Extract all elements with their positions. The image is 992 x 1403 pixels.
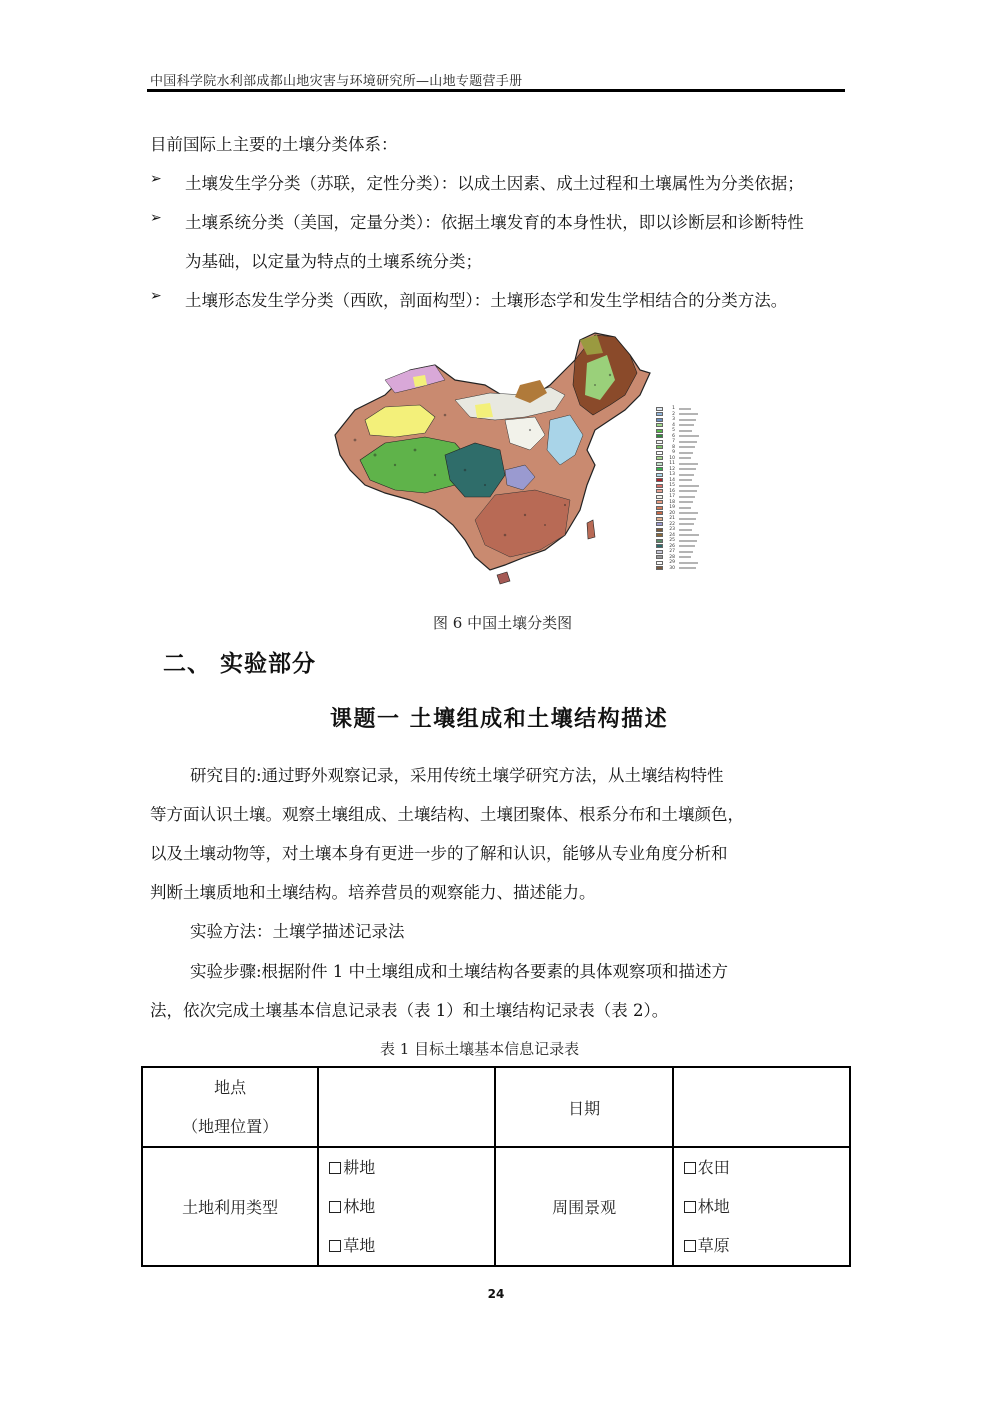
landuse-label: 土地利用类型: [182, 1198, 279, 1217]
method-line: 实验方法：土壤学描述记录法: [190, 922, 405, 941]
legend-label-illegible: [679, 556, 691, 558]
legend-swatch: [656, 500, 663, 504]
legend-swatch: [656, 566, 663, 570]
legend-label-illegible: [679, 468, 696, 470]
legend-label-illegible: [679, 408, 691, 410]
bullet-text: 土壤形态发生学分类（西欧，剖面构型）：土壤形态学和发生学相结合的分类方法。: [185, 291, 788, 310]
legend-label-illegible: [679, 523, 694, 525]
table-row: [142, 1067, 850, 1147]
option-label: 农田: [697, 1158, 730, 1177]
landscape-option[interactable]: [674, 1148, 849, 1187]
legend-swatch: [656, 473, 663, 477]
landscape-option[interactable]: [674, 1187, 849, 1226]
steps-line: 法，依次完成土壤基本信息记录表（表 1）和土壤结构记录表（表 2）。: [150, 1001, 669, 1020]
section-heading: 二、 实验部分: [163, 650, 317, 677]
legend-number: 13: [669, 472, 675, 478]
option-label: 草地: [343, 1236, 376, 1255]
legend-swatch: [656, 489, 663, 493]
legend-number: 21: [669, 516, 675, 522]
checkbox-icon[interactable]: [329, 1201, 341, 1213]
legend-swatch: [656, 528, 663, 532]
purpose-line: 研究目的:通过野外观察记录，采用传统土壤学研究方法，从土壤结构特性: [190, 766, 724, 785]
landuse-option[interactable]: [319, 1187, 494, 1226]
bullet-arrow-icon: ➢: [150, 171, 162, 187]
legend-number: 28: [669, 554, 675, 560]
legend-label-illegible: [679, 496, 695, 498]
landuse-option[interactable]: [319, 1148, 494, 1187]
option-label: 耕地: [343, 1158, 376, 1177]
legend-number: 8: [672, 444, 675, 450]
legend-swatch: [656, 423, 663, 427]
legend-number: 14: [669, 477, 675, 483]
legend-swatch: [656, 440, 663, 444]
legend-number: 7: [672, 439, 675, 445]
legend-swatch: [656, 412, 663, 416]
intro-lead: 目前国际上主要的土壤分类体系：: [150, 135, 398, 154]
legend-swatch: [656, 506, 663, 510]
legend-swatch: [656, 533, 663, 537]
legend-swatch: [656, 467, 663, 471]
legend-label-illegible: [679, 490, 697, 492]
table-row: [142, 1147, 850, 1266]
legend-number: 9: [672, 450, 675, 456]
legend-label-illegible: [679, 512, 698, 514]
purpose-line: 判断土壤质地和土壤结构。培养营员的观察能力、描述能力。: [150, 883, 596, 902]
legend-number: 26: [669, 543, 675, 549]
page-number: 24: [487, 1287, 505, 1301]
legend-number: 15: [669, 483, 675, 489]
legend-label-illegible: [679, 485, 699, 487]
legend-swatch: [656, 544, 663, 548]
landscape-option[interactable]: [674, 1226, 849, 1265]
bullet-text: 土壤发生学分类（苏联，定性分类）：以成土因素、成土过程和土壤属性为分类依据；: [185, 174, 804, 193]
legend-number: 22: [669, 521, 675, 527]
location-label-cell: [142, 1067, 318, 1147]
date-value-cell[interactable]: [673, 1067, 850, 1147]
legend-label-illegible: [679, 545, 695, 547]
checkbox-icon[interactable]: [684, 1162, 696, 1174]
legend-label-illegible: [679, 551, 693, 553]
legend-label-illegible: [679, 479, 692, 481]
landuse-option[interactable]: [319, 1226, 494, 1265]
legend-number: 19: [669, 505, 675, 511]
soil-info-table: [141, 1066, 851, 1267]
legend-number: 4: [672, 422, 675, 428]
legend-swatch: [656, 407, 663, 411]
purpose-line: 以及土壤动物等，对土壤本身有更进一步的了解和认识，能够从专业角度分析和: [150, 844, 728, 863]
legend-label-illegible: [679, 562, 698, 564]
landuse-options-cell: [318, 1147, 495, 1266]
checkbox-icon[interactable]: [329, 1240, 341, 1252]
legend-label-illegible: [679, 529, 692, 531]
legend-label-illegible: [679, 518, 696, 520]
table-caption: 表 1 目标土壤基本信息记录表: [380, 1040, 580, 1058]
bullet-text: 土壤系统分类（美国，定量分类）：依据土壤发育的本身性状，即以诊断层和诊断特性: [185, 213, 804, 232]
legend-label-illegible: [679, 534, 699, 536]
map-image: [325, 325, 705, 595]
legend-number: 16: [669, 488, 675, 494]
legend-number: 17: [669, 494, 675, 500]
legend-swatch: [656, 462, 663, 466]
legend-label-illegible: [679, 413, 698, 415]
legend-label-illegible: [679, 501, 693, 503]
legend-swatch: [656, 451, 663, 455]
location-sublabel: （地理位置）: [182, 1117, 279, 1136]
running-header: 中国科学院水利部成都山地灾害与环境研究所—山地专题营手册: [150, 74, 523, 89]
landscape-label-cell: [495, 1147, 672, 1266]
figure-caption: 图 6 中国土壤分类图: [433, 614, 573, 632]
legend-swatch: [656, 434, 663, 438]
legend-swatch: [656, 511, 663, 515]
legend-label-illegible: [679, 457, 691, 459]
china-soil-map: [325, 325, 705, 595]
topic-title: 课题一 土壤组成和土壤结构描述: [330, 706, 669, 732]
legend-number: 6: [672, 433, 675, 439]
legend-number: 30: [669, 565, 675, 571]
header-rule: [147, 89, 845, 92]
legend-number: 5: [672, 428, 675, 434]
landscape-options-cell: [673, 1147, 850, 1266]
bullet-arrow-icon: ➢: [150, 210, 162, 226]
legend-label-illegible: [679, 567, 696, 569]
legend-number: 18: [669, 499, 675, 505]
legend-swatch: [656, 445, 663, 449]
legend-number: 23: [669, 527, 675, 533]
bullet-arrow-icon: ➢: [150, 288, 162, 304]
legend-swatch: [656, 522, 663, 526]
legend-number: 12: [669, 466, 675, 472]
legend-label-illegible: [679, 446, 695, 448]
legend-swatch: [656, 418, 663, 422]
map-legend: [656, 406, 708, 571]
legend-label-illegible: [679, 430, 692, 432]
option-label: 草原: [697, 1236, 730, 1255]
bullet-text-continued: 为基础，以定量为特点的土壤系统分类；: [185, 252, 482, 271]
legend-number: 11: [669, 461, 675, 467]
legend-label-illegible: [679, 463, 698, 465]
legend-entry: [656, 566, 708, 571]
date-label-cell: [495, 1067, 672, 1147]
legend-number: 10: [669, 455, 675, 461]
steps-line: 实验步骤:根据附件 1 中土壤组成和土壤结构各要素的具体观察项和描述方: [190, 962, 729, 981]
legend-number: 25: [669, 538, 675, 544]
legend-label-illegible: [679, 507, 691, 509]
legend-label-illegible: [679, 424, 694, 426]
legend-swatch: [656, 456, 663, 460]
legend-label-illegible: [679, 474, 694, 476]
legend-number: 1: [672, 406, 675, 412]
legend-swatch: [656, 550, 663, 554]
legend-swatch: [656, 484, 663, 488]
date-label: 日期: [568, 1098, 601, 1118]
checkbox-icon[interactable]: [684, 1240, 696, 1252]
legend-swatch: [656, 561, 663, 565]
purpose-line: 等方面认识土壤。观察土壤组成、土壤结构、土壤团聚体、根系分布和土壤颜色，: [150, 805, 744, 824]
legend-swatch: [656, 495, 663, 499]
legend-label-illegible: [679, 435, 699, 437]
legend-label-illegible: [679, 441, 697, 443]
legend-number: 27: [669, 549, 675, 555]
location-label: 地点: [214, 1078, 247, 1097]
option-label: 林地: [697, 1197, 730, 1216]
legend-swatch: [656, 555, 663, 559]
landuse-label-cell: [142, 1147, 318, 1266]
legend-label-illegible: [679, 419, 696, 421]
location-value-cell[interactable]: [318, 1067, 495, 1147]
legend-number: 29: [669, 560, 675, 566]
legend-number: 3: [672, 417, 675, 423]
legend-label-illegible: [679, 452, 693, 454]
checkbox-icon[interactable]: [684, 1201, 696, 1213]
legend-swatch: [656, 539, 663, 543]
legend-number: 2: [672, 411, 675, 417]
landscape-label: 周围景观: [552, 1198, 617, 1217]
option-label: 林地: [343, 1197, 376, 1216]
legend-number: 24: [669, 532, 675, 538]
legend-label-illegible: [679, 540, 697, 542]
legend-number: 20: [669, 510, 675, 516]
legend-swatch: [656, 517, 663, 521]
checkbox-icon[interactable]: [329, 1162, 341, 1174]
legend-swatch: [656, 429, 663, 433]
legend-swatch: [656, 478, 663, 482]
